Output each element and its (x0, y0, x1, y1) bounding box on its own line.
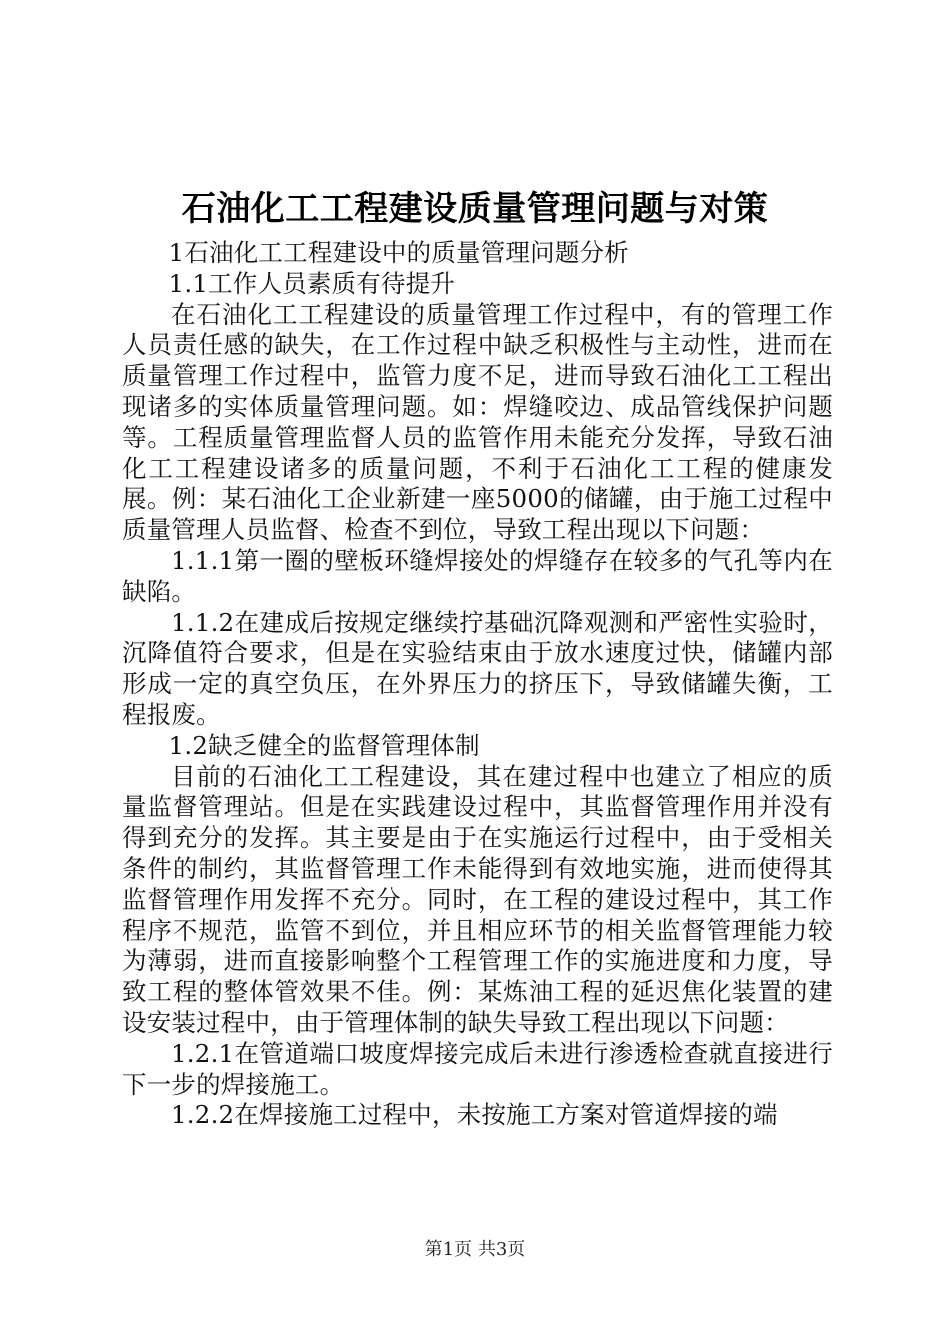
body-paragraph: 在石油化工工程建设的质量管理工作过程中，有的管理工作人员责任感的缺失，在工作过程中缺乏积极性与主动性，进而在质量管理工作过程中，监管力度不足，进而导致石油化工工程出现诸多的实体质量管理问题。如：焊缝咬边、成品管线保护问题等。工程质量管理监督人员的监管作用未能充分发挥，导致石油化工工程建设诸多的质量问题，不利于石油化工工程的健康发展。例：某石油化工企业新建一座5000的储罐，由于施工过程中质量管理人员监督、检查不到位，导致工程出现以下问题： (122, 299, 833, 545)
body-paragraph: 1.1.1第一圈的壁板环缝焊接处的焊缝存在较多的气孔等内在缺陷。 (122, 545, 833, 606)
document-title: 石油化工工程建设质量管理问题与对策 (181, 189, 769, 229)
body-paragraph: 1.2.2在焊接施工过程中，未按施工方案对管道焊接的端 (171, 1100, 778, 1130)
subsection-heading: 1.2缺乏健全的监督管理体制 (168, 730, 480, 760)
page-footer: 第1页 共3页 (424, 1239, 526, 1260)
subsection-heading: 1.1工作人员素质有待提升 (168, 268, 456, 298)
body-paragraph: 1.1.2在建成后按规定继续拧基础沉降观测和严密性实验时，沉降值符合要求，但是在实验结束由于放水速度过快，储罐内部形成一定的真空负压，在外界压力的挤压下，导致储罐失衡，工程报废。 (122, 607, 833, 729)
document-body (122, 238, 833, 1131)
body-paragraph: 1.2.1在管道端口坡度焊接完成后未进行渗透检查就直接进行下一步的焊接施工。 (122, 1038, 833, 1099)
body-paragraph: 目前的石油化工工程建设，其在建过程中也建立了相应的质量监督管理站。但是在实践建设过程中，其监督管理作用并没有得到充分的发挥。其主要是由于在实施运行过程中，由于受相关条件的制约，其监督管理工作未能得到有效地实施，进而使得其监督管理作用发挥不充分。同时，在工程的建设过程中，其工作程序不规范，监管不到位，并且相应环节的相关监督管理能力较为薄弱，进而直接影响整个工程管理工作的实施进度和力度，导致工程的整体管效果不佳。例：某炼油工程的延迟焦化装置的建设安装过程中，由于管理体制的缺失导致工程出现以下问题： (122, 761, 833, 1037)
section-heading: 1石油化工工程建设中的质量管理问题分析 (168, 238, 629, 267)
